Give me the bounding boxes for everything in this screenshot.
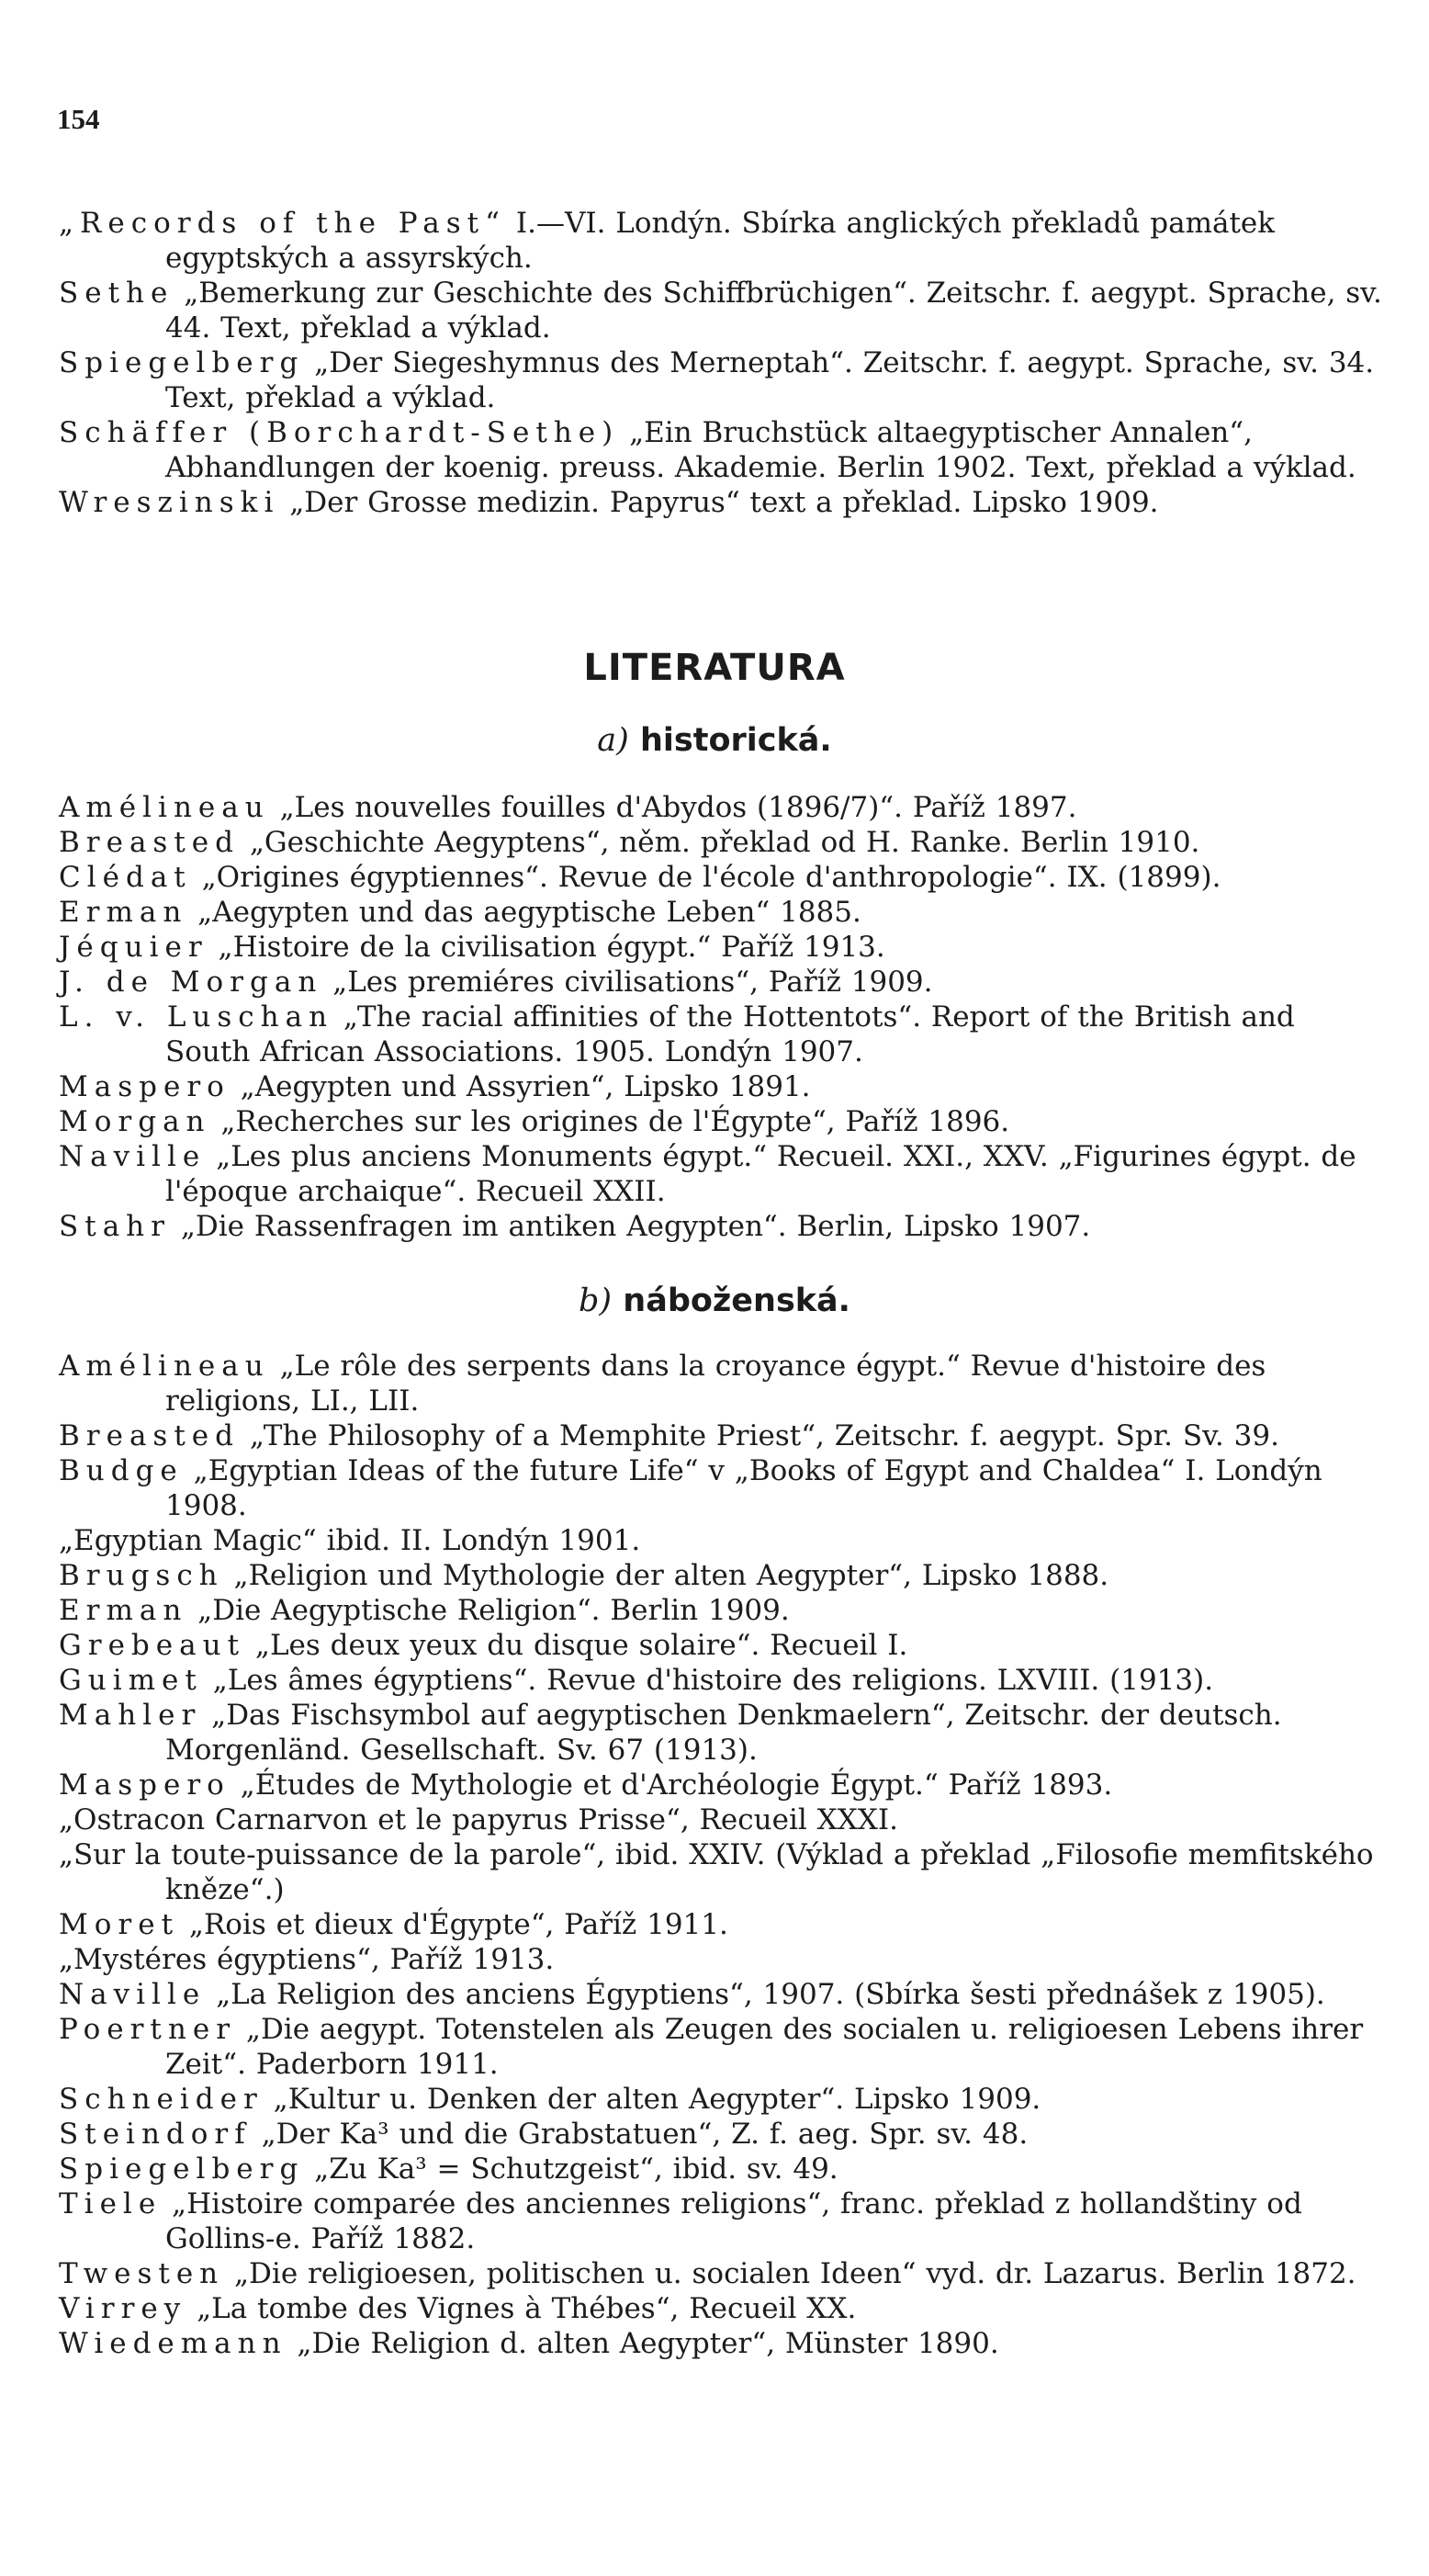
page-number: 154 — [57, 103, 100, 135]
entry-author: „Records of the Past“ — [59, 207, 506, 240]
entry-text: „Das Fischsymbol auf aegyptischen Denkmaelern“, Zeitschr. der deutsch. Morgenländ. Gesellschaft. Sv. 67 (1913). — [165, 1699, 1282, 1767]
entry-text: „Egyptian Ideas of the future Life“ v „Books of Egypt and Chaldea“ I. Londýn 1908. — [165, 1454, 1322, 1522]
entry-text: „Egyptian Magic“ ibid. II. Londýn 1901. — [59, 1524, 641, 1557]
entry-author: Morgan — [59, 1105, 211, 1138]
bibliography-entry — [59, 1104, 1387, 1139]
entry-author: Breasted — [59, 1419, 240, 1452]
entry-text: „Origines égyptiennes“. Revue de l'école d'anthropologie“. IX. (1899). — [191, 861, 1221, 894]
entry-author: Erman — [59, 896, 188, 929]
entry-text: „Aegypten und das aegyptische Leben“ 1885. — [187, 896, 861, 929]
entry-author: Breasted — [59, 826, 240, 859]
section-a-letter: a) — [597, 722, 629, 759]
entry-author: Steindorf — [59, 2118, 252, 2151]
bibliography-entry — [59, 2291, 1387, 2326]
entry-text: „Die Religion d. alten Aegypter“, Münster 1890. — [287, 2327, 999, 2360]
entry-text: „Rois et dieux d'Égypte“, Paříž 1911. — [179, 1908, 728, 1941]
bibliography-entry — [59, 1802, 1387, 1837]
bibliography-entry — [59, 1523, 1387, 1558]
bibliography-entry — [59, 1209, 1387, 1244]
section-b-heading — [0, 1282, 1429, 1319]
bibliography-entry — [59, 1628, 1387, 1663]
bibliography-entry — [59, 930, 1387, 965]
bibliography-entry — [59, 895, 1387, 930]
entry-text: „Histoire comparée des anciennes religions“, franc. překlad z hollandštiny od Gollins-e. Paříž 1882. — [162, 2187, 1302, 2255]
entry-text: „Le rôle des serpents dans la croyance égypt.“ Revue d'histoire des religions, LI., LII. — [165, 1350, 1266, 1418]
entry-text: „Bemerkung zur Geschichte des Schiffbrüchigen“. Zeitschr. f. aegypt. Sprache, sv. 44. Text, překlad a výklad. — [165, 277, 1382, 345]
entry-author: Schäffer (Borchardt-Sethe) — [59, 416, 620, 449]
entry-author: Naville — [59, 1978, 207, 2011]
entry-text: „Les âmes égyptiens“. Revue d'histoire des religions. LXVIII. (1913). — [202, 1664, 1214, 1697]
entry-author: Spiegelberg — [59, 2152, 305, 2186]
bibliography-entry — [59, 1942, 1387, 1977]
entry-text: „The racial affinities of the Hottentots“. Report of the British and South African Associations. 1905. Londýn 1907. — [165, 1000, 1295, 1068]
entry-author: Stahr — [59, 1210, 171, 1243]
entry-text: „Der Siegeshymnus des Merneptah“. Zeitschr. f. aegypt. Sprache, sv. 34. Text, překlad a výklad. — [165, 346, 1375, 414]
entry-author: J. de Morgan — [59, 966, 323, 999]
bibliography-entry — [59, 1418, 1387, 1453]
entry-text: „Sur la toute-puissance de la parole“, ibid. XXIV. (Výklad a překlad „Filosofie memfitského kněze“.) — [59, 1838, 1374, 1906]
entry-text: „Les nouvelles fouilles d'Abydos (1896/7)“. Paříž 1897. — [269, 791, 1077, 824]
entry-text: „Les premiéres civilisations“, Paříž 1909. — [322, 966, 933, 999]
entry-author: Grebeaut — [59, 1629, 246, 1662]
entry-text: „Die aegypt. Totenstelen als Zeugen des socialen u. religioesen Lebens ihrer Zeit“. Paderborn 1911. — [165, 2013, 1364, 2081]
bibliography-entry — [59, 1977, 1387, 2012]
bibliography-entry — [59, 1663, 1387, 1698]
entry-author: Clédat — [59, 861, 192, 894]
historical-literature-list — [59, 790, 1387, 1244]
bibliography-entry — [59, 2012, 1387, 2082]
bibliography-entry — [59, 1558, 1387, 1593]
entry-author: Jéquier — [59, 931, 208, 964]
entry-author: Tiele — [59, 2187, 163, 2220]
section-a-title: historická. — [640, 722, 832, 759]
entry-text: „Die Rassenfragen im antiken Aegypten“. Berlin, Lipsko 1907. — [170, 1210, 1091, 1243]
bibliography-entry — [59, 965, 1387, 1000]
entry-text: „Der Grosse medizin. Papyrus“ text a překlad. Lipsko 1909. — [279, 486, 1159, 519]
entry-author: Wreszinski — [59, 486, 280, 519]
source-entry — [59, 345, 1387, 415]
section-b-letter: b) — [579, 1282, 613, 1319]
entry-text: „La Religion des anciens Égyptiens“, 1907. (Sbírka šesti přednášek z 1905). — [206, 1978, 1325, 2011]
entry-author: Guimet — [59, 1664, 203, 1697]
entry-author: Twesten — [59, 2257, 225, 2290]
literature-heading: LITERATURA — [583, 647, 846, 689]
entry-text: „La tombe des Vignes à Thébes“, Recueil XX. — [186, 2292, 857, 2325]
bibliography-entry — [59, 2152, 1387, 2186]
entry-text: „Zu Ka³ = Schutzgeist“, ibid. sv. 49. — [304, 2152, 838, 2186]
entry-author: Amélineau — [59, 791, 270, 824]
bibliography-entry — [59, 2256, 1387, 2291]
entry-text: „Les plus anciens Monuments égypt.“ Recueil. XXI., XXV. „Figurines égypt. de l'époque archaique“. Recueil XXII. — [165, 1140, 1356, 1208]
entry-author: Poertner — [59, 2013, 237, 2046]
bibliography-entry — [59, 2326, 1387, 2361]
entry-author: Brugsch — [59, 1559, 224, 1592]
entry-author: Schneider — [59, 2083, 264, 2116]
entry-author: Mahler — [59, 1699, 202, 1732]
section-a-heading — [0, 722, 1429, 759]
entry-text: „The Philosophy of a Memphite Priest“, Zeitschr. f. aegypt. Spr. Sv. 39. — [239, 1419, 1279, 1452]
entry-author: Maspero — [59, 1768, 231, 1802]
entry-text: „Die religioesen, politischen u. socialen Ideen“ vyd. dr. Lazarus. Berlin 1872. — [224, 2257, 1356, 2290]
entry-author: Wiedemann — [59, 2327, 287, 2360]
entry-author: Budge — [59, 1454, 184, 1487]
entry-text: „Religion und Mythologie der alten Aegypter“, Lipsko 1888. — [223, 1559, 1109, 1592]
entry-text: „Études de Mythologie et d'Archéologie Égypt.“ Paříž 1893. — [230, 1768, 1113, 1802]
entry-author: L. v. Luschan — [59, 1000, 334, 1034]
source-entry — [59, 276, 1387, 345]
bibliography-entry — [59, 1593, 1387, 1628]
source-entry — [59, 485, 1387, 520]
source-entry — [59, 415, 1387, 485]
entry-author: Amélineau — [59, 1350, 270, 1383]
bibliography-entry — [59, 860, 1387, 895]
entry-author: Erman — [59, 1594, 188, 1627]
sources-list — [59, 206, 1387, 520]
entry-text: „Ostracon Carnarvon et le papyrus Prisse“, Recueil XXXI. — [59, 1803, 898, 1836]
entry-text: „Der Ka³ und die Grabstatuen“, Z. f. aeg. Spr. sv. 48. — [251, 2118, 1029, 2151]
bibliography-entry — [59, 1069, 1387, 1104]
entry-author: Moret — [59, 1908, 180, 1941]
entry-author: Maspero — [59, 1070, 231, 1103]
source-entry — [59, 206, 1387, 276]
entry-text: „Die Aegyptische Religion“. Berlin 1909. — [187, 1594, 790, 1627]
entry-text: „Kultur u. Denken der alten Aegypter“. Lipsko 1909. — [263, 2083, 1041, 2116]
entry-text: „Mystéres égyptiens“, Paříž 1913. — [59, 1943, 555, 1976]
bibliography-entry — [59, 2082, 1387, 2117]
entry-author: Virrey — [59, 2292, 187, 2325]
bibliography-entry — [59, 2117, 1387, 2152]
bibliography-entry — [59, 1837, 1387, 1907]
bibliography-entry — [59, 1349, 1387, 1418]
bibliography-entry — [59, 1000, 1387, 1069]
religious-literature-list — [59, 1349, 1387, 2361]
entry-text: I.—VI. Londýn. Sbírka anglických překladů památek egyptských a assyrských. — [165, 207, 1276, 275]
bibliography-entry — [59, 1453, 1387, 1523]
bibliography-entry — [59, 825, 1387, 860]
entry-author: Spiegelberg — [59, 346, 305, 379]
entry-text: „Les deux yeux du disque solaire“. Recueil I. — [245, 1629, 908, 1662]
entry-text: „Histoire de la civilisation égypt.“ Paříž 1913. — [208, 931, 885, 964]
entry-text: „Geschichte Aegyptens“, něm. překlad od H. Ranke. Berlin 1910. — [239, 826, 1200, 859]
entry-text: „Aegypten und Assyrien“, Lipsko 1891. — [230, 1070, 811, 1103]
entry-author: Naville — [59, 1140, 207, 1173]
bibliography-entry — [59, 790, 1387, 825]
bibliography-entry — [59, 2186, 1387, 2256]
entry-text: „Ein Bruchstück altaegyptischer Annalen“, Abhandlungen der koenig. preuss. Akademie. Berlin 1902. Text, překlad a výklad. — [165, 416, 1356, 484]
section-b-title: náboženská. — [623, 1282, 850, 1319]
bibliography-entry — [59, 1139, 1387, 1209]
bibliography-entry — [59, 1768, 1387, 1802]
entry-author: Sethe — [59, 277, 174, 310]
bibliography-entry — [59, 1907, 1387, 1942]
entry-text: „Recherches sur les origines de l'Égypte“, Paříž 1896. — [210, 1105, 1010, 1138]
bibliography-entry — [59, 1698, 1387, 1768]
